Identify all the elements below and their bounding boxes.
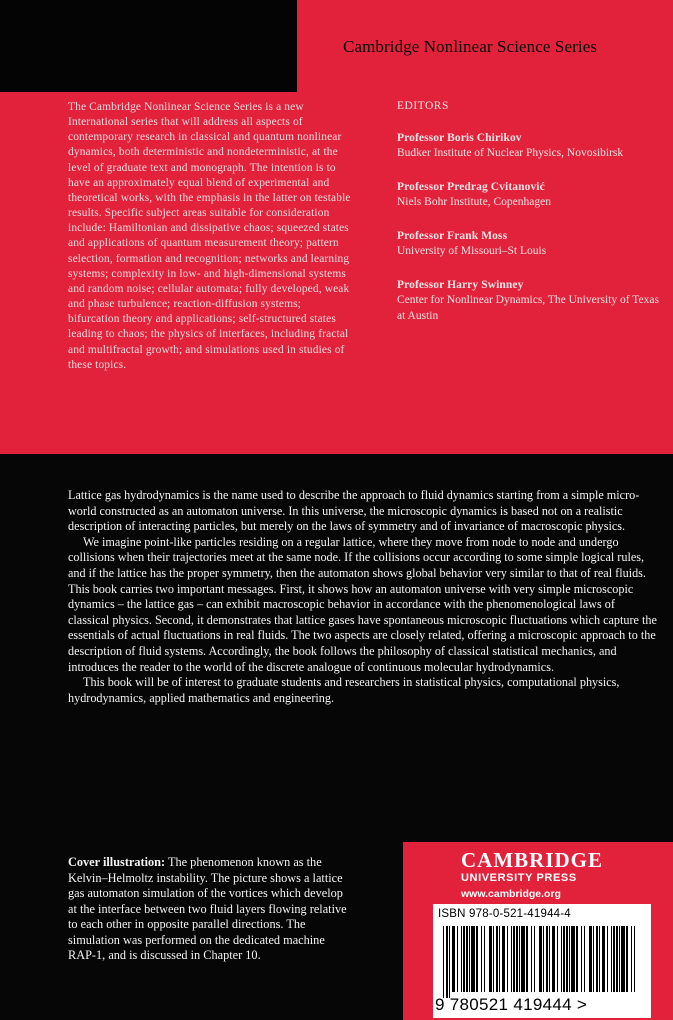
barcode-bar	[569, 926, 570, 992]
barcode-bar	[507, 926, 508, 992]
barcode-bar	[634, 926, 635, 992]
barcode-bar	[466, 926, 468, 992]
barcode-bar	[563, 926, 565, 992]
barcode-bar	[566, 926, 568, 992]
barcode-bar	[616, 926, 618, 992]
barcode-bar	[502, 926, 505, 992]
barcode-bar	[511, 926, 512, 992]
barcode-bar	[543, 926, 544, 992]
barcode-bar	[552, 926, 555, 992]
barcode-bar	[626, 926, 628, 992]
barcode-bar	[471, 926, 475, 992]
barcode-bar	[561, 926, 562, 992]
barcode-bar	[581, 926, 582, 992]
barcode-bar	[589, 926, 592, 992]
series-title: Cambridge Nonlinear Science Series	[343, 37, 598, 56]
editor-affiliation: Center for Nonlinear Dynamics, The University of Texas at Austin	[397, 294, 659, 322]
barcode-bar	[531, 926, 532, 992]
barcode-bar	[493, 926, 494, 992]
barcode-bar	[481, 926, 482, 992]
publisher-panel	[403, 842, 673, 1020]
barcode-bar	[549, 926, 550, 992]
barcode-graphic	[443, 926, 641, 998]
barcode-bar	[621, 926, 625, 992]
barcode-bar	[593, 926, 594, 992]
barcode-bar	[484, 926, 485, 992]
barcode-bar	[584, 926, 585, 992]
editor-affiliation: Niels Bohr Institute, Copenhagen	[397, 196, 551, 209]
barcode-bar	[513, 926, 515, 992]
barcode-bar	[469, 926, 470, 992]
barcode-bar	[611, 926, 612, 992]
barcode-bar	[521, 926, 525, 992]
barcode-bar	[443, 926, 444, 998]
publisher-website: www.cambridge.org	[461, 888, 561, 900]
barcode-bar	[526, 926, 528, 992]
barcode-bar	[631, 926, 632, 992]
barcode-bar	[539, 926, 542, 992]
cover-illustration-label: Cover illustration:	[68, 855, 166, 869]
editor-affiliation: University of Missouri–St Louis	[397, 245, 547, 258]
editor-entry	[397, 229, 667, 260]
blurb-paragraph: This book will be of interest to graduate students and researchers in statistical physics, computational physics, hydrodynamics, applied mathematics and engineering.	[68, 675, 620, 705]
editor-name: Professor Harry Swinney	[397, 279, 524, 291]
barcode-bar	[489, 926, 492, 992]
barcode-bar	[607, 926, 608, 992]
barcode-bar	[546, 926, 548, 992]
barcode-digits: 9 780521 419444 >	[435, 995, 588, 1014]
series-description: The Cambridge Nonlinear Science Series is a new International series that will address all aspects of contemporary research in classical and quantum nonlinear dynamics, both deterministic and nondeterministic, at the level of graduate text and monograph. The intention is to have an approximately equal blend of experimental and theoretical works, with the emphasis in the latter on testable results. Specific subject areas suitable for consideration include: Hamiltonian and dissipative chaos; squeezed states and applications of quantum measurement theory; pattern selection, formation and recognition; networks and learning systems; complexity in low- and high-dimensional systems and random noise; cellular automata; fully developed, weak and phase turbulence; reaction-diffusion systems; bifurcation theory and applications; self-structured states leading to chaos; the physics of interfaces, including fractal and multifractal growth; and simulations used in studies of these topics.	[68, 101, 351, 371]
isbn-label: ISBN 978-0-521-41944-4	[438, 908, 571, 920]
publisher-name: CAMBRIDGE	[461, 848, 604, 872]
blurb-paragraph: Lattice gas hydrodynamics is the name used to describe the approach to fluid dynamics starting from a simple micro-world constructed as an automaton universe. In this universe, the microscopic dynamics is based not on a realistic description of interacting particles, but merely on the laws of symmetry and of invariance of macroscopic physics.	[68, 488, 640, 534]
barcode-bar	[534, 926, 535, 992]
barcode-bar	[476, 926, 478, 992]
barcode-box	[433, 904, 651, 1018]
barcode-bar	[496, 926, 498, 992]
editor-entry	[397, 131, 667, 162]
barcode-bar	[613, 926, 615, 992]
barcode-bar	[461, 926, 462, 992]
barcode-bar	[516, 926, 518, 992]
barcode-bar	[457, 926, 458, 992]
barcode-bar	[519, 926, 520, 992]
publisher-press: UNIVERSITY PRESS	[461, 872, 577, 884]
cover-illustration-note	[68, 855, 353, 964]
blurb-paragraph: We imagine point-like particles residing on a regular lattice, where they move from node to node and undergo collisions when their trajectories meet at the same node. If the collisions occur according to some simple logical rules, and if the lattice has the proper symmetry, then the automaton shows global behavior very similar to that of real fluids. This book carries two important messages. First, it shows how an automaton universe with very simple microscopic dynamics – the lattice gas – can exhibit macroscopic behavior in accordance with the phenomenological laws of classical physics. Second, it demonstrates that lattice gases have spontaneous microscopic fluctuations which capture the essentials of actual fluctuations in real fluids. The two aspects are closely related, offering a microscopic approach to the description of fluid systems. Accordingly, the book follows the philosophy of classical statistical mechanics, and introduces the reader to the world of the discrete analogue of continuous molecular hydrodynamics.	[68, 534, 657, 674]
barcode-bar	[452, 926, 455, 992]
editor-affiliation: Budker Institute of Nuclear Physics, Novosibirsk	[397, 147, 624, 160]
editors-heading: EDITORS	[397, 100, 449, 112]
barcode-bar	[449, 926, 450, 998]
barcode-bar	[446, 926, 448, 998]
editor-name: Professor Frank Moss	[397, 230, 508, 242]
editor-name: Professor Boris Chirikov	[397, 132, 522, 144]
barcode-bar	[596, 926, 598, 992]
editor-entry	[397, 278, 667, 324]
cover-illustration-text: The phenomenon known as the Kelvin–Helmoltz instability. The picture shows a lattice gas automaton simulation of the vortices which develop at the interface between two fluid layers flowing relative to each other in opposite parallel directions. The simulation was performed on the dedicated machine RAP-1, and is discussed in Chapter 10.	[68, 855, 347, 962]
barcode-bar	[463, 926, 465, 992]
barcode-bar	[571, 926, 575, 992]
editor-entry	[397, 180, 667, 211]
book-blurb	[68, 488, 658, 706]
barcode-bar	[619, 926, 620, 992]
editor-name: Professor Predrag Cvitanović	[397, 181, 545, 193]
barcode-bar	[602, 926, 605, 992]
barcode-bar	[557, 926, 558, 992]
barcode-bar	[576, 926, 578, 992]
barcode-bar	[599, 926, 600, 992]
barcode-bar	[499, 926, 500, 992]
